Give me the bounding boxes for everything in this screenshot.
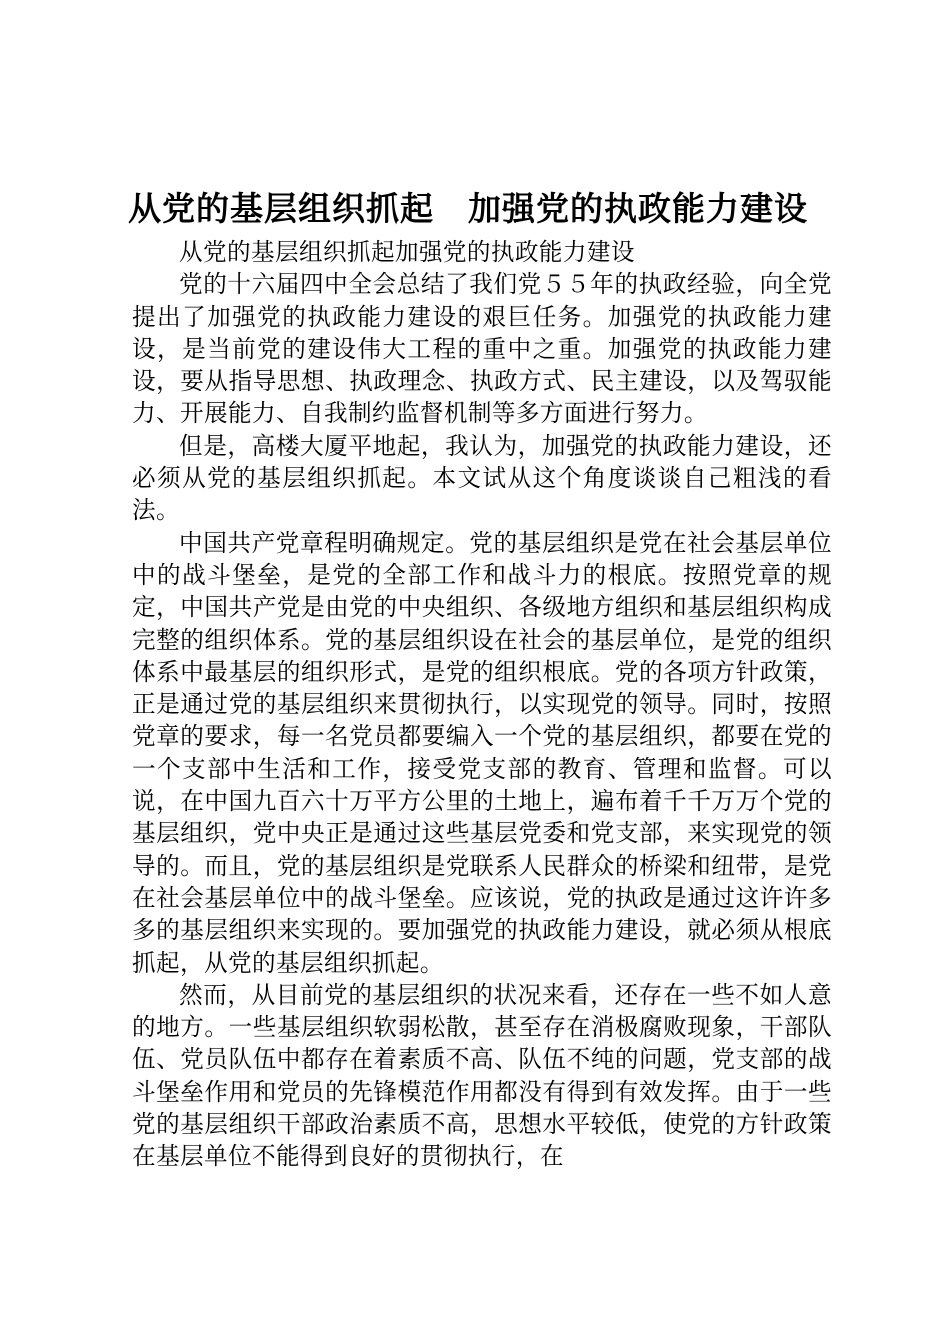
document-title: 从党的基层组织抓起 加强党的执政能力建设 <box>128 189 808 228</box>
document-body <box>132 236 832 1173</box>
body-paragraph: 党的十六届四中全会总结了我们党５５年的执政经验，向全党提出了加强党的执政能力建设的艰巨任务。加强党的执政能力建设，是当前党的建设伟大工程的重中之重。加强党的执政能力建设，要从指导思想、执政理念、执政方式、民主建设，以及驾驭能力、开展能力、自我制约监督机制等多方面进行努力。 <box>132 270 832 428</box>
subtitle-paragraph: 从党的基层组织抓起加强党的执政能力建设 <box>179 238 635 266</box>
body-paragraph: 但是，高楼大厦平地起，我认为，加强党的执政能力建设，还必须从党的基层组织抓起。本文试从这个角度谈谈自己粗浅的看法。 <box>132 431 832 525</box>
body-paragraph: 然而，从目前党的基层组织的状况来看，还存在一些不如人意的地方。一些基层组织软弱松散，甚至存在消极腐败现象，干部队伍、党员队伍中都存在着素质不高、队伍不纯的问题，党支部的战斗堡垒作用和党员的先锋模范作用都没有得到有效发挥。由于一些党的基层组织干部政治素质不高，思想水平较低，使党的方针政策在基层单位不能得到良好的贯彻执行，在 <box>132 980 832 1171</box>
body-paragraph: 中国共产党章程明确规定。党的基层组织是党在社会基层单位中的战斗堡垒，是党的全部工作和战斗力的根底。按照党章的规定，中国共产党是由党的中央组织、各级地方组织和基层组织构成完整的组织体系。党的基层组织设在社会的基层单位，是党的组织体系中最基层的组织形式，是党的组织根底。党的各项方针政策，正是通过党的基层组织来贯彻执行，以实现党的领导。同时，按照党章的要求，每一名党员都要编入一个党的基层组织，都要在党的一个支部中生活和工作，接受党支部的教育、管理和监督。可以说，在中国九百六十万平方公里的土地上，遍布着千千万万个党的基层组织，党中央正是通过这些基层党委和党支部，来实现党的领导的。而且，党的基层组织是党联系人民群众的桥梁和纽带，是党在社会基层单位中的战斗堡垒。应该说，党的执政是通过这许许多多的基层组织来实现的。要加强党的执政能力建设，就必须从根底抓起，从党的基层组织抓起。 <box>132 528 832 977</box>
